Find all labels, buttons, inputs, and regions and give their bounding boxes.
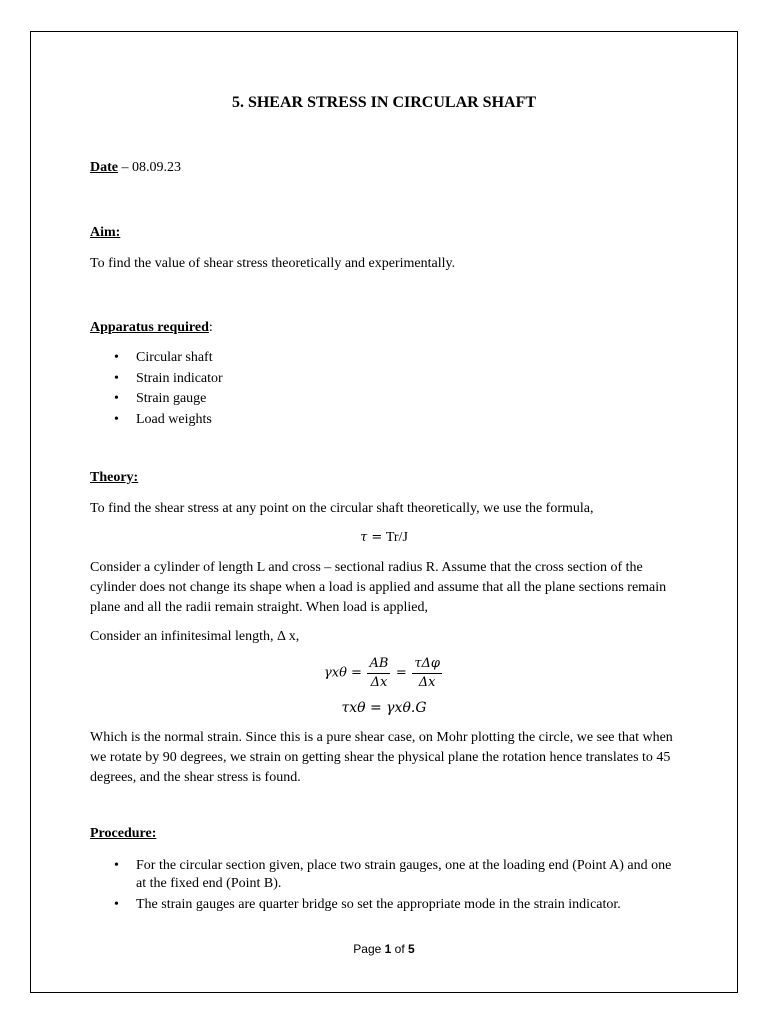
equation-shear-stress-g: τxθ = γxθ.G xyxy=(341,700,427,716)
procedure-heading: Procedure: xyxy=(90,826,157,841)
aim-text: To find the value of shear stress theoretically and experimentally. xyxy=(90,256,456,271)
footer-page-word: Page xyxy=(353,942,382,956)
fraction-denominator: Δx xyxy=(418,675,436,690)
formula-shear-stress xyxy=(0,530,768,546)
equals-sign: = xyxy=(395,665,407,681)
theory-paragraph-3: Which is the normal strain. Since this is a pure shear case, on Mohr plotting the circle, we see that when we rotate by 90 degrees, we strain on getting shear the physical plane the rotation hence translates to 45 degrees, and the shear stress is found. xyxy=(90,730,673,785)
aim-heading: Aim: xyxy=(90,225,121,240)
theory-paragraph-1: Consider a cylinder of length L and cross – sectional radius R. Assume that the cross section of the cylinder does not change its shape when a load is applied and assume that all the plane sections remain plane and all the radii remain straight. When load is applied, xyxy=(90,560,667,615)
apparatus-heading-line xyxy=(90,318,675,338)
theory-intro: To find the shear stress at any point on the circular shaft theoretically, we use the formula, xyxy=(90,501,594,516)
document-title: 5. SHEAR STRESS IN CIRCULAR SHAFT xyxy=(231,94,537,111)
equation-shear-strain xyxy=(0,655,768,692)
formula-lhs: τ = xyxy=(360,530,383,545)
procedure-list xyxy=(90,857,676,917)
apparatus-list xyxy=(90,348,223,430)
fraction-tau-dphi-dx xyxy=(412,655,442,692)
footer-of-word: of xyxy=(394,942,405,956)
theory-paragraph-2: Consider an infinitesimal length, Δ x, xyxy=(90,629,300,644)
list-item: • The strain gauges are quarter bridge so set the appropriate mode in the strain indicator. xyxy=(90,896,676,914)
list-item: • Strain indicator xyxy=(90,369,223,390)
page-footer xyxy=(0,942,768,956)
date-line xyxy=(90,158,675,178)
apparatus-colon: : xyxy=(208,320,213,335)
list-item: • Load weights xyxy=(90,410,223,431)
date-separator: – xyxy=(118,160,132,175)
list-item: • Circular shaft xyxy=(90,348,223,369)
date-value: 08.09.23 xyxy=(132,160,181,175)
fraction-denominator: Δx xyxy=(370,675,388,690)
equation-lhs: γxθ = xyxy=(324,665,362,681)
theory-heading: Theory: xyxy=(90,470,139,485)
fraction-ab-dx xyxy=(367,655,390,692)
date-label: Date xyxy=(90,160,118,175)
formula-rhs: Tr/J xyxy=(385,530,408,545)
footer-page-number: 1 xyxy=(384,942,392,956)
footer-total-pages: 5 xyxy=(408,942,415,956)
list-item: • Strain gauge xyxy=(90,389,223,410)
list-item: • For the circular section given, place two strain gauges, one at the loading end (Point A) and one at the fixed end (Point B). xyxy=(90,857,676,893)
fraction-numerator: AB xyxy=(367,655,390,674)
fraction-numerator: τΔφ xyxy=(412,655,442,674)
apparatus-heading: Apparatus required xyxy=(90,320,209,335)
